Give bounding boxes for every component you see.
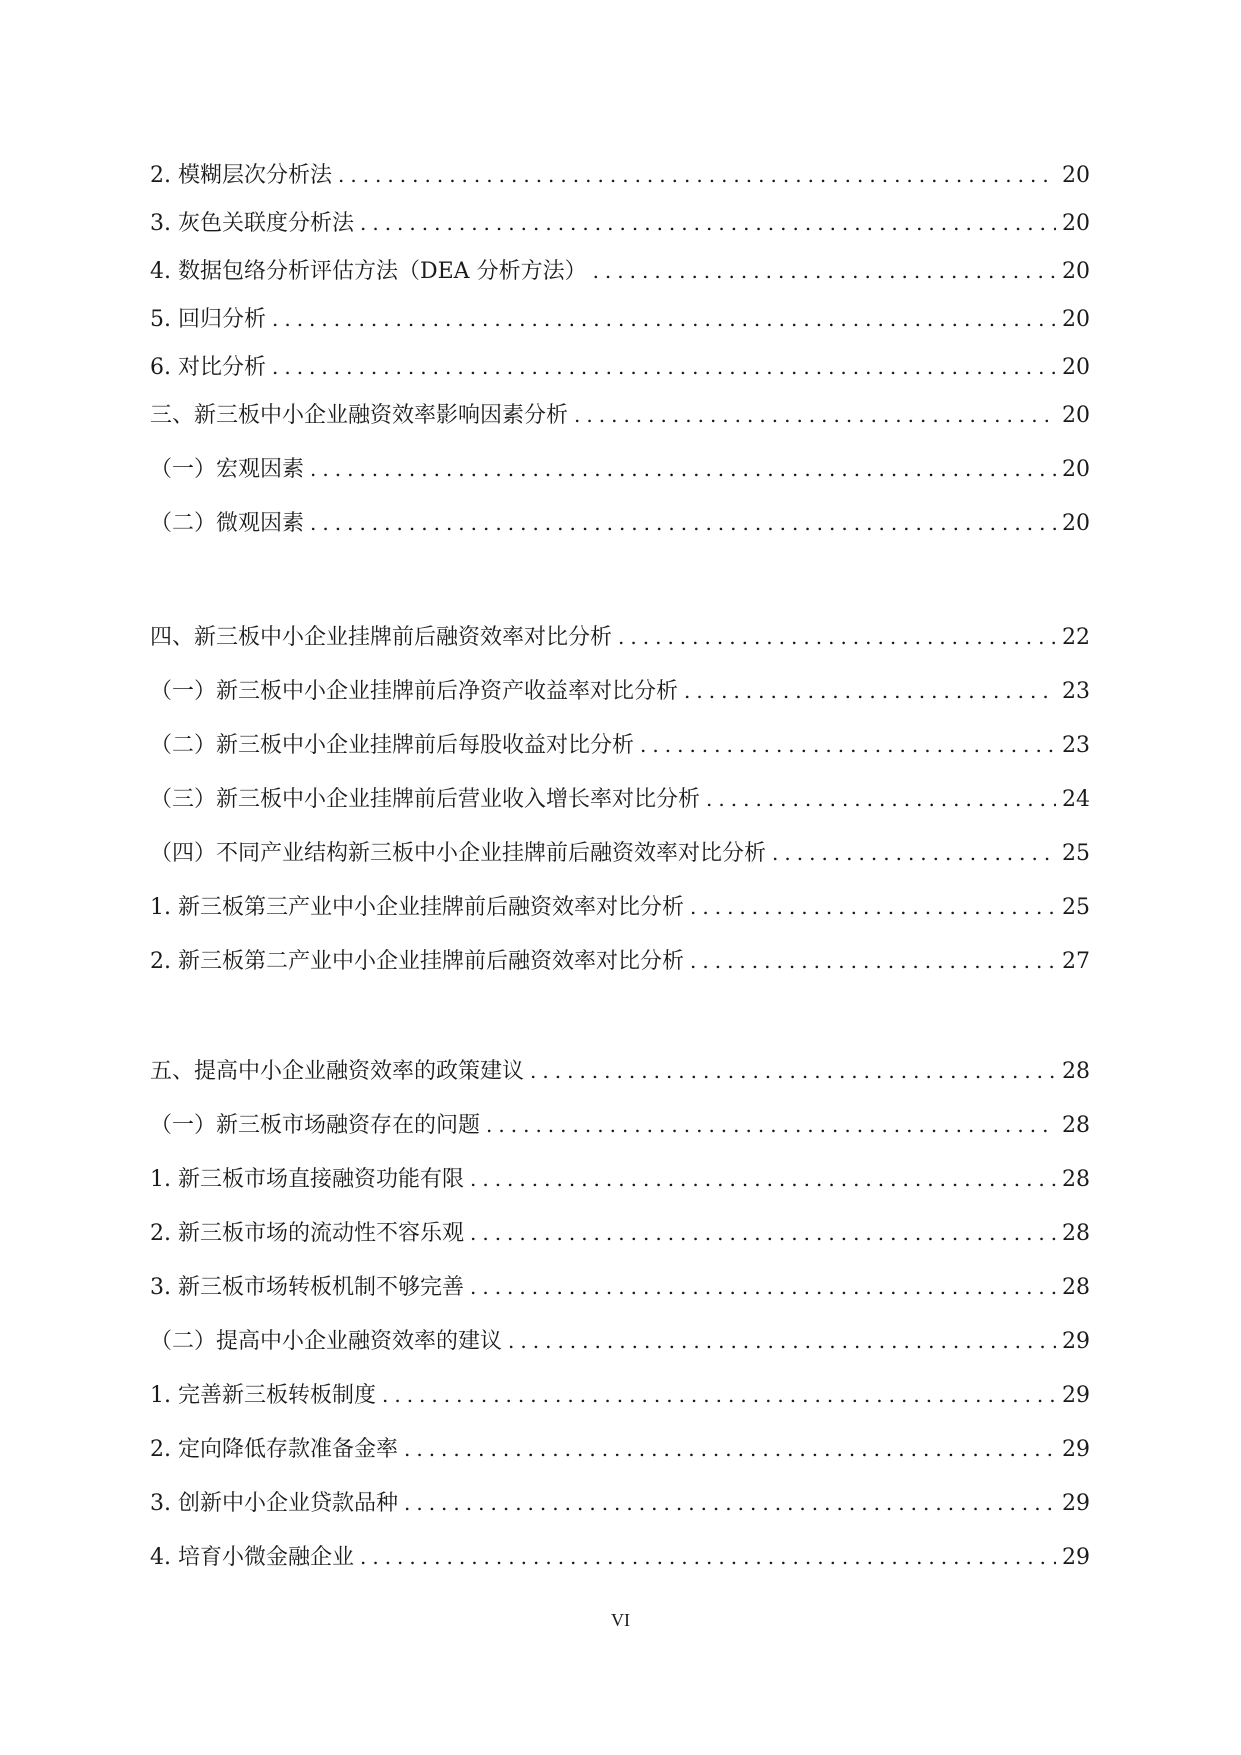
toc-entry-title: 1. 新三板市场直接融资功能有限 bbox=[150, 1167, 464, 1192]
toc-entry-page: 25 bbox=[1062, 895, 1090, 920]
toc-entry-title: 6. 对比分析 bbox=[150, 355, 266, 380]
toc-leader-dots bbox=[640, 730, 1056, 760]
toc-entry-page: 25 bbox=[1062, 841, 1090, 866]
toc-entry-title: （一）宏观因素 bbox=[150, 457, 305, 482]
toc-entry-title: 2. 模糊层次分析法 bbox=[150, 163, 332, 188]
toc-leader-dots bbox=[706, 784, 1056, 814]
toc-entry-page: 28 bbox=[1062, 1275, 1090, 1300]
toc-entry-page: 28 bbox=[1062, 1113, 1090, 1138]
toc-leader-dots bbox=[382, 1380, 1056, 1410]
toc-entry-title: （二）新三板中小企业挂牌前后每股收益对比分析 bbox=[150, 733, 635, 758]
toc-leader-dots bbox=[404, 1434, 1056, 1464]
toc-entry-title: 3. 灰色关联度分析法 bbox=[150, 211, 354, 236]
toc-entry-title: 三、新三板中小企业融资效率影响因素分析 bbox=[150, 403, 569, 428]
toc-entry-title: 四、新三板中小企业挂牌前后融资效率对比分析 bbox=[150, 625, 613, 650]
toc-entry[interactable] bbox=[150, 676, 1090, 730]
table-of-contents bbox=[150, 160, 1090, 1596]
toc-entry-page: 29 bbox=[1062, 1329, 1090, 1354]
toc-entry[interactable] bbox=[150, 892, 1090, 946]
toc-entry-page: 28 bbox=[1062, 1167, 1090, 1192]
toc-entry[interactable] bbox=[150, 454, 1090, 508]
toc-leader-dots bbox=[593, 256, 1056, 286]
toc-entry-title: （一）新三板中小企业挂牌前后净资产收益率对比分析 bbox=[150, 679, 679, 704]
toc-entry-title: 3. 新三板市场转板机制不够完善 bbox=[150, 1275, 464, 1300]
toc-entry-title: 1. 完善新三板转板制度 bbox=[150, 1383, 376, 1408]
toc-entry-page: 23 bbox=[1062, 733, 1090, 758]
toc-leader-dots bbox=[772, 838, 1056, 868]
toc-entry-page: 20 bbox=[1062, 403, 1090, 428]
toc-entry-page: 29 bbox=[1062, 1491, 1090, 1516]
toc-leader-dots bbox=[690, 892, 1056, 922]
toc-leader-dots bbox=[404, 1488, 1056, 1518]
toc-leader-dots bbox=[470, 1164, 1056, 1194]
toc-entry[interactable] bbox=[150, 1056, 1090, 1110]
toc-entry[interactable] bbox=[150, 400, 1090, 454]
toc-leader-dots bbox=[508, 1326, 1056, 1356]
toc-leader-dots bbox=[530, 1056, 1056, 1086]
toc-entry-title: （二）提高中小企业融资效率的建议 bbox=[150, 1329, 503, 1354]
toc-entry-title: 2. 新三板市场的流动性不容乐观 bbox=[150, 1221, 464, 1246]
toc-entry[interactable] bbox=[150, 622, 1090, 676]
toc-entry-title: 2. 定向降低存款准备金率 bbox=[150, 1437, 398, 1462]
toc-entry[interactable] bbox=[150, 784, 1090, 838]
toc-entry-page: 20 bbox=[1062, 307, 1090, 332]
toc-entry-page: 23 bbox=[1062, 679, 1090, 704]
toc-entry-page: 27 bbox=[1062, 949, 1090, 974]
toc-entry[interactable] bbox=[150, 1272, 1090, 1326]
toc-entry[interactable] bbox=[150, 1110, 1090, 1164]
toc-entry-page: 28 bbox=[1062, 1059, 1090, 1084]
toc-entry-page: 29 bbox=[1062, 1383, 1090, 1408]
toc-entry[interactable] bbox=[150, 1326, 1090, 1380]
toc-entry-page: 29 bbox=[1062, 1545, 1090, 1570]
toc-entry-page: 20 bbox=[1062, 211, 1090, 236]
toc-leader-dots bbox=[470, 1272, 1056, 1302]
toc-leader-dots bbox=[360, 208, 1056, 238]
toc-leader-dots bbox=[310, 508, 1056, 538]
toc-entry-title: 4. 数据包络分析评估方法（DEA 分析方法） bbox=[150, 259, 587, 284]
toc-entry[interactable] bbox=[150, 1380, 1090, 1434]
toc-entry-title: 五、提高中小企业融资效率的政策建议 bbox=[150, 1059, 525, 1084]
toc-entry-title: （四）不同产业结构新三板中小企业挂牌前后融资效率对比分析 bbox=[150, 841, 767, 866]
toc-entry-title: 4. 培育小微金融企业 bbox=[150, 1545, 354, 1570]
toc-leader-dots bbox=[272, 352, 1056, 382]
toc-entry[interactable] bbox=[150, 208, 1090, 256]
toc-entry-page: 20 bbox=[1062, 457, 1090, 482]
toc-entry-title: （二）微观因素 bbox=[150, 511, 305, 536]
toc-entry-title: （一）新三板市场融资存在的问题 bbox=[150, 1113, 481, 1138]
toc-entry-page: 24 bbox=[1062, 787, 1090, 812]
toc-entry[interactable] bbox=[150, 304, 1090, 352]
toc-entry[interactable] bbox=[150, 730, 1090, 784]
toc-leader-dots bbox=[272, 304, 1056, 334]
toc-entry[interactable] bbox=[150, 508, 1090, 562]
toc-entry-page: 20 bbox=[1062, 511, 1090, 536]
toc-entry[interactable] bbox=[150, 1218, 1090, 1272]
toc-entry-title: 3. 创新中小企业贷款品种 bbox=[150, 1491, 398, 1516]
toc-entry-page: 20 bbox=[1062, 163, 1090, 188]
toc-entry[interactable] bbox=[150, 1434, 1090, 1488]
toc-entry[interactable] bbox=[150, 946, 1090, 1000]
toc-leader-dots bbox=[338, 160, 1056, 190]
toc-leader-dots bbox=[310, 454, 1056, 484]
toc-entry[interactable] bbox=[150, 1542, 1090, 1596]
toc-entry[interactable] bbox=[150, 352, 1090, 400]
toc-leader-dots bbox=[684, 676, 1056, 706]
toc-leader-dots bbox=[574, 400, 1056, 430]
toc-entry[interactable] bbox=[150, 838, 1090, 892]
toc-leader-dots bbox=[690, 946, 1056, 976]
toc-entry-page: 28 bbox=[1062, 1221, 1090, 1246]
toc-entry-page: 22 bbox=[1062, 625, 1090, 650]
toc-entry-page: 20 bbox=[1062, 259, 1090, 284]
toc-entry[interactable] bbox=[150, 256, 1090, 304]
toc-entry-title: （三）新三板中小企业挂牌前后营业收入增长率对比分析 bbox=[150, 787, 701, 812]
toc-entry[interactable] bbox=[150, 160, 1090, 208]
toc-leader-dots bbox=[486, 1110, 1056, 1140]
toc-entry-title: 2. 新三板第二产业中小企业挂牌前后融资效率对比分析 bbox=[150, 949, 684, 974]
toc-leader-dots bbox=[618, 622, 1056, 652]
toc-entry-title: 5. 回归分析 bbox=[150, 307, 266, 332]
toc-entry-page: 20 bbox=[1062, 355, 1090, 380]
toc-entry-page: 29 bbox=[1062, 1437, 1090, 1462]
toc-entry[interactable] bbox=[150, 1488, 1090, 1542]
toc-entry-title: 1. 新三板第三产业中小企业挂牌前后融资效率对比分析 bbox=[150, 895, 684, 920]
toc-entry[interactable] bbox=[150, 1164, 1090, 1218]
page-number: VI bbox=[611, 1610, 630, 1630]
toc-leader-dots bbox=[470, 1218, 1056, 1248]
toc-leader-dots bbox=[360, 1542, 1056, 1572]
